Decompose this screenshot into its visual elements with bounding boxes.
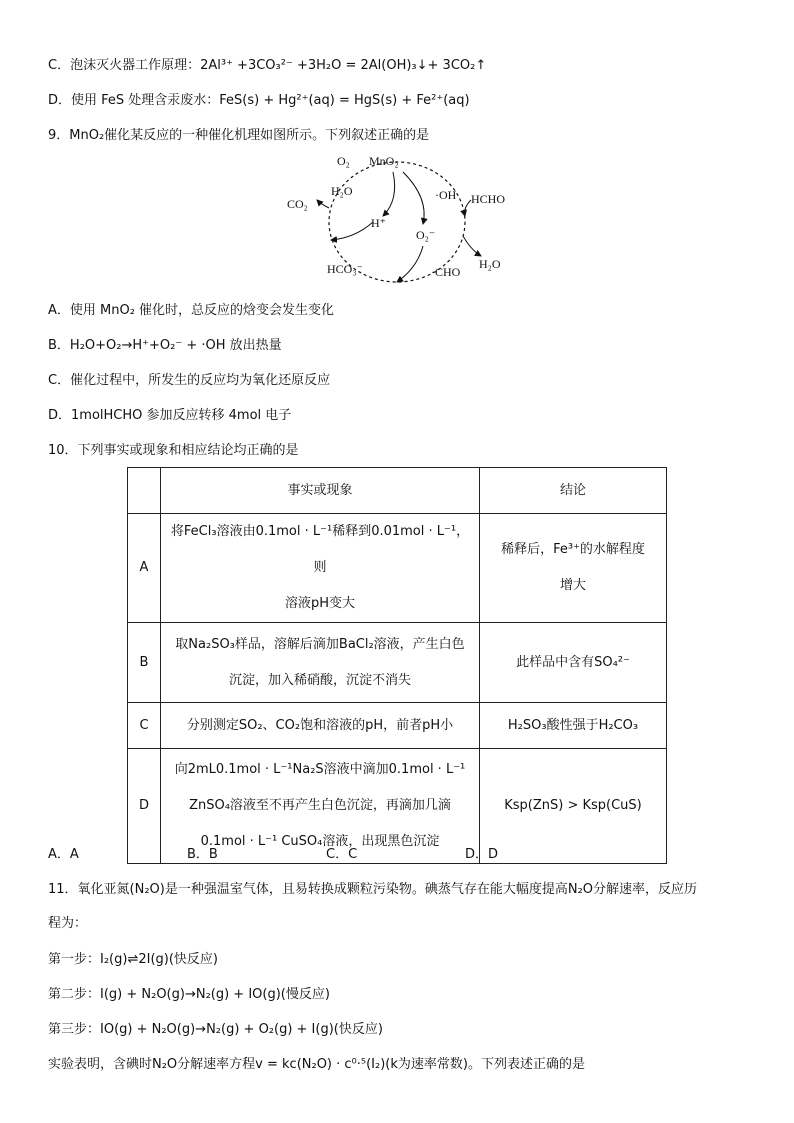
header-conclusion: 结论 — [480, 468, 667, 514]
label-co2: CO₂ — [287, 197, 308, 211]
arrow-to-co2 — [317, 200, 329, 208]
q8-option-d: D．使用 FeS 处理含汞废水：FeS(s) + Hg²⁺(aq) = HgS(s) + Fe²⁺(aq) — [48, 93, 470, 108]
q9-option-b: B．H₂O+O₂→H⁺+O₂⁻ + ·OH 放出热量 — [48, 338, 282, 353]
table-header-row — [128, 468, 667, 514]
fact-line: 沉淀，加入稀硝酸，沉淀不消失 — [228, 672, 411, 688]
header-blank — [128, 468, 161, 514]
fact-line: 将FeCl₃溶液由0.1mol · L⁻¹稀释到0.01mol · L⁻¹，则 — [170, 524, 470, 575]
q10-options — [48, 845, 604, 865]
label-oh: ·OH — [435, 188, 457, 202]
q11-conclusion: 实验表明，含碘时N₂O分解速率方程v = kc(N₂O) · c⁰·⁵(I₂)(k为速率常数)。下列表述正确的是 — [48, 1057, 585, 1072]
label-h2o-right: H₂O — [479, 257, 501, 271]
q11-stem-line2: 程为： — [48, 916, 88, 931]
fact-line: 向2mL0.1mol · L⁻¹Na₂S溶液中滴加0.1mol · L⁻¹ — [174, 762, 466, 777]
arrow-to-h2o-right — [463, 236, 481, 256]
label-o2: O₂ — [337, 154, 350, 168]
label-mno2: MnO₂ — [369, 154, 399, 168]
row-label: A — [128, 514, 161, 623]
table-row-b — [128, 623, 667, 703]
conclusion-line: 增大 — [559, 578, 586, 593]
q8-option-c: C．泡沫灭火器工作原理：2Al³⁺ +3CO₃²⁻ +3H₂O = 2Al(OH)₃↓+ 3CO₂↑ — [48, 58, 487, 73]
label-cho: ·CHO — [431, 265, 461, 279]
q9-stem: 9．MnO₂催化某反应的一种催化机理如图所示。下列叙述正确的是 — [48, 128, 430, 143]
label-o2minus: O₂⁻ — [416, 228, 436, 242]
conclusion-line: H₂SO₃酸性强于H₂CO₃ — [507, 717, 639, 733]
q9-option-d: D．1molHCHO 参加反应转移 4mol 电子 — [48, 408, 292, 423]
q11-step1: 第一步：I₂(g)⇌2I(g)(快反应) — [48, 952, 218, 967]
fact-line: 取Na₂SO₃样品，溶解后滴加BaCl₂溶液，产生白色 — [175, 636, 465, 652]
row-fact — [161, 703, 480, 749]
q9-option-a: A．使用 MnO₂ 催化时，总反应的焓变会发生变化 — [48, 303, 335, 318]
label-h2o-top: H₂O — [331, 184, 353, 198]
arrow-o2minus-to-bottom — [397, 246, 423, 282]
label-hplus: H⁺ — [371, 216, 386, 230]
q10-table — [127, 467, 667, 864]
conclusion-line: 稀释后，Fe³⁺的水解程度 — [501, 542, 645, 557]
catalysis-cycle-diagram — [285, 150, 525, 290]
q9-option-c: C．催化过程中，所发生的反应均为氧化还原反应 — [48, 373, 331, 388]
row-label: B — [128, 623, 161, 703]
label-hcho: HCHO — [471, 192, 506, 206]
row-label: C — [128, 703, 161, 749]
fact-line: 0.1mol · L⁻¹ CuSO₄溶液，出现黑色沉淀 — [200, 834, 440, 849]
table-row-c — [128, 703, 667, 749]
row-conclusion — [480, 514, 667, 623]
label-hco3: HCO₃⁻ — [327, 262, 363, 276]
q10-stem: 10．下列事实或现象和相应结论均正确的是 — [48, 443, 299, 458]
conclusion-line: Ksp(ZnS) > Ksp(CuS) — [504, 798, 642, 813]
row-fact — [161, 623, 480, 703]
arrow-hplus-to-left — [331, 222, 373, 240]
fact-line: 溶液pH变大 — [284, 596, 356, 611]
row-conclusion — [480, 623, 667, 703]
arrow-mno2-to-o2minus — [403, 172, 424, 224]
row-fact — [161, 514, 480, 623]
row-label: D — [128, 749, 161, 864]
q11-stem-line1: 11．氧化亚氮(N₂O)是一种强温室气体，且易转换成颗粒污染物。碘蒸气存在能大幅度提高N₂O分解速率，反应历 — [48, 882, 698, 897]
table-row-a — [128, 514, 667, 623]
header-fact: 事实或现象 — [161, 468, 480, 514]
fact-line: ZnSO₄溶液至不再产生白色沉淀，再滴加几滴 — [189, 798, 451, 813]
q10-option-b: B．B — [187, 847, 218, 862]
q11-step2: 第二步：I(g) + N₂O(g)→N₂(g) + IO(g)(慢反应) — [48, 987, 330, 1002]
row-conclusion — [480, 703, 667, 749]
fact-line: 分别测定SO₂、CO₂饱和溶液的pH，前者pH小 — [186, 717, 454, 733]
q10-option-c: C．C — [326, 847, 358, 862]
q11-step3: 第三步：IO(g) + N₂O(g)→N₂(g) + O₂(g) + I(g)(快反应) — [48, 1022, 383, 1037]
q10-option-a: A．A — [48, 847, 79, 862]
conclusion-line: 此样品中含有SO₄²⁻ — [516, 654, 630, 670]
arrow-mno2-to-hplus — [383, 172, 395, 216]
q10-option-d: D．D — [465, 847, 499, 862]
